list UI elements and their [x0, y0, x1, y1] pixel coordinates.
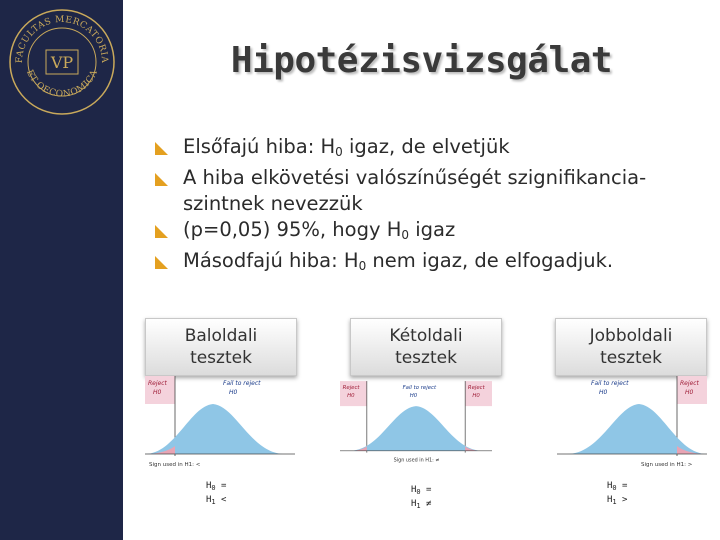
right-tailed-distribution-graph	[555, 376, 707, 472]
bullet-arrow-icon	[155, 225, 168, 238]
bullet-item: (p=0,05) 95%, hogy $H_0$ igaz	[155, 217, 715, 248]
seal-center: VP	[50, 53, 74, 72]
two-tailed-distribution-graph	[340, 376, 492, 472]
bullet-item: A hiba elkövetési valószínűségét szignifikancia-szintnek nevezzük	[155, 165, 715, 217]
svg-text:Reject: Reject	[467, 385, 485, 392]
bullet-arrow-icon	[155, 256, 168, 269]
left-tailed-test-button[interactable]: Baloldali tesztek	[145, 318, 297, 376]
svg-text:Reject: Reject	[342, 385, 360, 392]
svg-text:Sign used in H1: >: Sign used in H1: >	[641, 462, 693, 468]
seal-text-bottom: ET OECONOMICA	[24, 68, 100, 100]
left-hypotheses: $H_0$ = $H_1$ <	[206, 481, 227, 506]
svg-text:H0: H0	[472, 393, 480, 400]
right-hypotheses: $H_0$ = $H_1$ >	[607, 481, 628, 506]
bullet-item: Másodfajú hiba: $H_0$ nem igaz, de elfogadjuk.	[155, 248, 715, 279]
two-tailed-test-button[interactable]: Kétoldali tesztek	[350, 318, 502, 376]
svg-text:Fail to reject: Fail to reject	[591, 380, 629, 387]
svg-text:H0: H0	[599, 389, 608, 396]
svg-text:H0: H0	[685, 389, 694, 396]
svg-text:H0: H0	[153, 389, 162, 396]
sidebar	[0, 0, 123, 540]
svg-text:Reject: Reject	[148, 380, 167, 387]
bullet-arrow-icon	[155, 142, 168, 155]
two-tailed-hypotheses: $H_0$ = $H_1$ ≠	[411, 485, 432, 510]
slide-title: Hipotézisvizsgálat	[230, 40, 613, 81]
svg-text:Fail to reject: Fail to reject	[402, 385, 437, 392]
university-seal-icon	[8, 8, 116, 116]
svg-text:Sign used in H1: <: Sign used in H1: <	[149, 462, 201, 468]
svg-text:Reject: Reject	[680, 380, 699, 387]
svg-text:H0: H0	[409, 393, 418, 400]
left-tailed-distribution-graph	[145, 376, 297, 472]
bullet-arrow-icon	[155, 173, 168, 186]
seal-text-top: FACULTAS MERCATORIA	[14, 14, 110, 64]
right-tailed-test-button[interactable]: Jobboldali tesztek	[555, 318, 707, 376]
bullet-list	[155, 134, 715, 279]
svg-text:Sign used in H1: ≠: Sign used in H1: ≠	[393, 457, 440, 464]
svg-text:Fail to reject: Fail to reject	[223, 380, 261, 387]
bullet-item: Elsőfajú hiba: $H_0$ igaz, de elvetjük	[155, 134, 715, 165]
svg-text:H0: H0	[347, 393, 355, 400]
svg-text:H0: H0	[229, 389, 238, 396]
